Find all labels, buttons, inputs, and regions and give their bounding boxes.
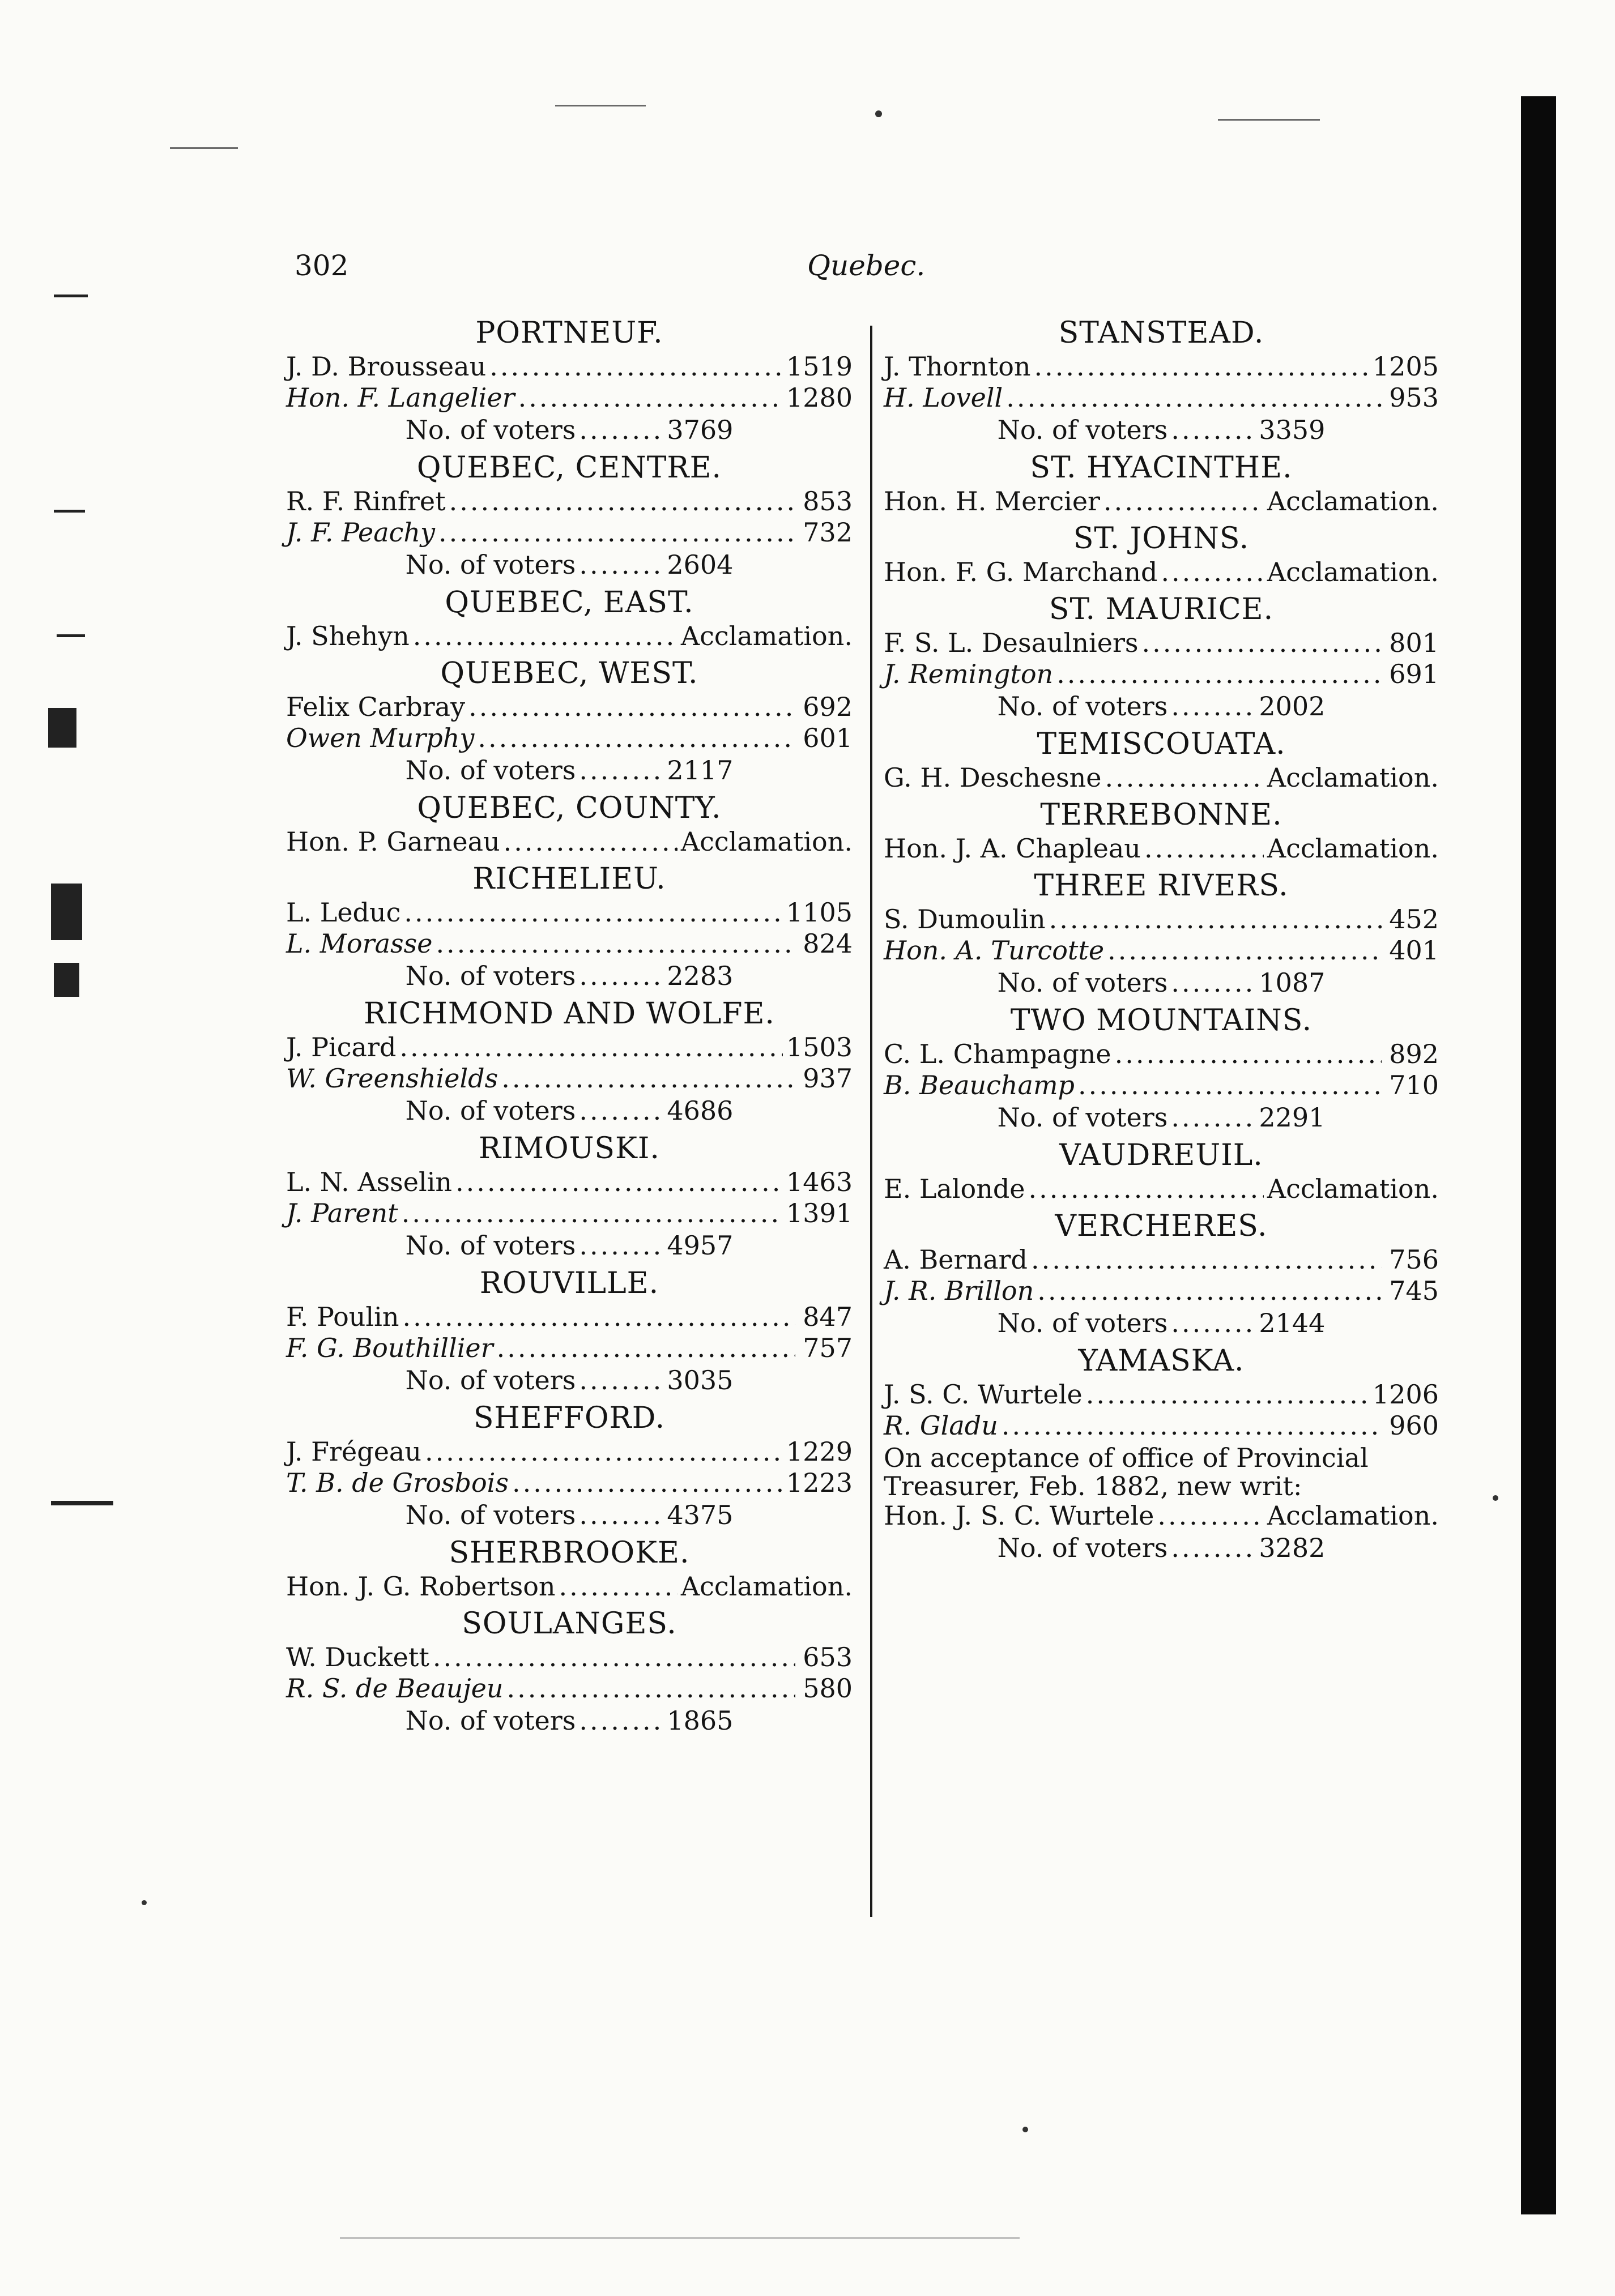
candidate-votes: 937	[803, 1063, 853, 1094]
district-block	[884, 1343, 1439, 1564]
voters-total	[884, 966, 1439, 999]
dot-leader	[436, 928, 795, 959]
dot-leader	[438, 517, 795, 548]
dot-leader	[1078, 1070, 1382, 1101]
district-heading: SHERBROOKE.	[449, 1536, 690, 1570]
candidate-votes: 732	[803, 517, 853, 548]
voters-label: No. of voters	[405, 1230, 576, 1261]
candidate-votes: Acclamation.	[1267, 1500, 1439, 1531]
dot-leader	[506, 1673, 795, 1704]
voters-total	[286, 959, 853, 992]
candidate-votes: 756	[1389, 1244, 1439, 1275]
candidate-row	[286, 723, 853, 754]
voters-count: 2144	[1259, 1308, 1326, 1338]
candidate-votes: 1280	[786, 382, 853, 413]
dot-leader	[402, 1198, 783, 1229]
voters-count: 2283	[667, 961, 734, 991]
candidate-votes: Acclamation.	[1267, 762, 1439, 793]
voters-count: 3282	[1259, 1533, 1326, 1563]
scan-speck	[1493, 1495, 1498, 1501]
dot-leader: ........	[579, 1095, 664, 1126]
scan-scratch	[170, 147, 238, 149]
candidate-votes: Acclamation.	[1267, 833, 1439, 864]
candidate-row	[884, 382, 1439, 413]
candidate-row	[286, 1301, 853, 1333]
voters-count: 1865	[667, 1705, 734, 1736]
dot-leader: ........	[1171, 691, 1256, 722]
district-block	[286, 996, 853, 1127]
dot-leader: ........	[579, 549, 664, 580]
candidate-name: J. Parent	[286, 1198, 398, 1228]
district-heading: QUEBEC, CENTRE.	[416, 451, 722, 485]
candidate-votes: 1105	[786, 897, 853, 928]
dot-leader: ........	[579, 1230, 664, 1261]
dot-leader	[1144, 833, 1264, 864]
candidate-name: Hon. J. A. Chapleau	[884, 833, 1141, 864]
scan-scratch	[555, 105, 646, 106]
candidate-name: R. S. de Beaujeu	[286, 1673, 504, 1704]
candidate-votes: Acclamation.	[680, 621, 853, 651]
district-block	[286, 655, 853, 787]
candidate-row	[286, 692, 853, 723]
candidate-votes: 1503	[786, 1032, 853, 1062]
candidate-name: F. G. Bouthillier	[286, 1333, 493, 1363]
district-block	[286, 1265, 853, 1397]
voters-count: 3769	[667, 415, 734, 445]
candidate-row	[286, 1167, 853, 1198]
candidate-votes: 745	[1389, 1275, 1439, 1306]
voters-total	[286, 1229, 853, 1262]
district-block	[286, 790, 853, 857]
candidate-votes: 1223	[786, 1467, 853, 1498]
candidate-votes: 960	[1389, 1410, 1439, 1441]
district-block	[286, 584, 853, 652]
candidate-name: E. Lalonde	[884, 1173, 1025, 1204]
right-column	[884, 311, 1439, 1564]
district-heading: SOULANGES.	[462, 1607, 677, 1641]
candidate-votes: 692	[803, 692, 853, 722]
dot-leader	[1006, 382, 1382, 413]
scan-edge-bar	[1521, 96, 1556, 2214]
candidate-row	[286, 621, 853, 652]
voters-label: No. of voters	[997, 691, 1168, 722]
district-block	[884, 591, 1439, 723]
candidate-name: H. Lovell	[884, 382, 1003, 413]
district-heading: THREE RIVERS.	[1034, 869, 1289, 903]
dot-leader	[1107, 935, 1382, 966]
candidate-row	[286, 1467, 853, 1499]
candidate-votes: 853	[803, 486, 853, 517]
candidate-name: Owen Murphy	[286, 723, 475, 753]
candidate-row	[286, 1198, 853, 1229]
margin-mark	[48, 708, 76, 748]
candidate-votes: 580	[803, 1673, 853, 1704]
candidate-row	[884, 762, 1439, 793]
scan-speck	[875, 110, 882, 117]
district-heading: ST. HYACINTHE.	[1030, 451, 1293, 485]
dot-leader	[399, 1032, 783, 1063]
dot-leader	[489, 351, 783, 382]
candidate-row	[286, 1673, 853, 1704]
candidate-row	[286, 382, 853, 413]
voters-label: No. of voters	[997, 415, 1168, 445]
candidate-row	[884, 557, 1439, 588]
district-heading: STANSTEAD.	[1058, 316, 1264, 350]
district-block	[286, 1400, 853, 1531]
candidate-row	[286, 1333, 853, 1364]
candidate-name: L. Morasse	[286, 928, 433, 959]
district-block	[286, 450, 853, 581]
district-heading: VAUDREUIL.	[1059, 1138, 1263, 1172]
left-column	[286, 311, 853, 1737]
dot-leader: ........	[1171, 415, 1256, 445]
dot-leader	[478, 723, 795, 754]
voters-count: 4375	[667, 1500, 734, 1530]
candidate-votes: 824	[803, 928, 853, 959]
column-divider	[870, 326, 872, 1917]
dot-leader: ........	[1171, 1308, 1256, 1338]
margin-mark	[57, 634, 85, 637]
district-heading: QUEBEC, COUNTY.	[417, 791, 722, 825]
district-block	[884, 868, 1439, 999]
candidate-votes: 1229	[786, 1436, 853, 1467]
voters-total	[286, 1499, 853, 1531]
district-heading: QUEBEC, WEST.	[440, 656, 698, 690]
candidate-name: L. N. Asselin	[286, 1167, 453, 1197]
margin-mark	[54, 510, 85, 513]
candidate-row	[286, 1642, 853, 1673]
candidate-row	[884, 904, 1439, 935]
dot-leader	[1161, 557, 1263, 588]
dot-leader: ........	[579, 1500, 664, 1530]
candidate-row	[884, 1070, 1439, 1101]
district-block	[884, 797, 1439, 864]
district-heading: RICHMOND AND WOLFE.	[364, 997, 775, 1031]
candidate-name: Hon. H. Mercier	[884, 486, 1101, 517]
voters-total	[884, 690, 1439, 723]
dot-leader	[1105, 762, 1264, 793]
dot-leader	[559, 1571, 677, 1602]
candidate-row	[884, 1500, 1439, 1531]
district-block	[286, 1130, 853, 1262]
scan-scratch	[1218, 119, 1320, 121]
candidate-name: R. F. Rinfret	[286, 486, 446, 517]
dot-leader	[425, 1436, 783, 1467]
candidate-row	[884, 1275, 1439, 1307]
district-heading: TERREBONNE.	[1040, 798, 1282, 832]
voters-total	[286, 754, 853, 787]
dot-leader	[1115, 1039, 1382, 1070]
voters-total	[884, 1531, 1439, 1564]
dot-leader	[1049, 904, 1382, 935]
candidate-row	[884, 833, 1439, 864]
voters-total	[286, 1364, 853, 1397]
running-head: Quebec.	[807, 249, 926, 282]
candidate-votes: 953	[1389, 382, 1439, 413]
candidate-row	[286, 928, 853, 959]
candidate-name: R. Gladu	[884, 1410, 998, 1441]
voters-label: No. of voters	[405, 1095, 576, 1126]
voters-total	[884, 413, 1439, 446]
district-heading: ST. MAURICE.	[1049, 592, 1274, 626]
candidate-name: A. Bernard	[884, 1244, 1028, 1275]
dot-leader	[455, 1167, 783, 1198]
dot-leader: ........	[579, 415, 664, 445]
candidate-name: J. D. Brousseau	[286, 351, 487, 382]
candidate-row	[286, 1063, 853, 1094]
district-block	[884, 520, 1439, 588]
dot-leader	[497, 1333, 795, 1364]
dot-leader	[449, 486, 795, 517]
dot-leader: ........	[579, 961, 664, 991]
dot-leader: ........	[579, 1365, 664, 1395]
district-heading: RICHELIEU.	[472, 862, 666, 896]
district-block	[884, 1137, 1439, 1205]
candidate-votes: 847	[803, 1301, 853, 1332]
candidate-name: W. Greenshields	[286, 1063, 498, 1094]
candidate-votes: 401	[1389, 935, 1439, 966]
voters-label: No. of voters	[997, 1308, 1168, 1338]
candidate-votes: 1391	[786, 1198, 853, 1228]
candidate-votes: 801	[1389, 628, 1439, 658]
candidate-name: B. Beauchamp	[884, 1070, 1075, 1100]
margin-mark	[54, 963, 79, 997]
candidate-name: J. Shehyn	[286, 621, 410, 651]
candidate-votes: 1205	[1372, 351, 1439, 382]
candidate-name: S. Dumoulin	[884, 904, 1046, 934]
district-heading: ST. JOHNS.	[1073, 522, 1250, 556]
candidate-row	[884, 1039, 1439, 1070]
candidate-row	[884, 935, 1439, 966]
margin-mark	[54, 295, 88, 297]
candidate-name: J. F. Peachy	[286, 517, 436, 548]
voters-count: 1087	[1259, 967, 1326, 998]
dot-leader: ........	[1171, 1102, 1256, 1133]
voters-count: 2291	[1259, 1102, 1326, 1133]
candidate-votes: 691	[1389, 659, 1439, 689]
candidate-votes: 892	[1389, 1039, 1439, 1069]
candidate-name: W. Duckett	[286, 1642, 429, 1672]
dot-leader	[413, 621, 677, 652]
district-block	[884, 450, 1439, 517]
candidate-name: J. S. C. Wurtele	[884, 1379, 1083, 1410]
candidate-name: J. Frégeau	[286, 1436, 421, 1467]
candidate-votes: Acclamation.	[1267, 1173, 1439, 1204]
dot-leader	[1034, 351, 1369, 382]
district-block	[286, 1606, 853, 1737]
candidate-row	[884, 659, 1439, 690]
candidate-row	[286, 1032, 853, 1063]
page-number: 302	[295, 249, 349, 282]
voters-total	[286, 1094, 853, 1127]
candidate-name: Hon. J. G. Robertson	[286, 1571, 556, 1602]
candidate-row	[884, 628, 1439, 659]
dot-leader: ........	[1171, 967, 1256, 998]
candidate-name: Hon. P. Garneau	[286, 826, 500, 857]
voters-label: No. of voters	[405, 1705, 576, 1736]
candidate-name: Hon. A. Turcotte	[884, 935, 1105, 966]
district-heading: TWO MOUNTAINS.	[1010, 1004, 1313, 1038]
district-heading: ROUVILLE.	[479, 1266, 659, 1300]
dot-leader	[468, 692, 795, 723]
voters-label: No. of voters	[405, 415, 576, 445]
candidate-row	[884, 351, 1439, 382]
voters-count: 2117	[667, 755, 734, 786]
voters-total	[286, 413, 853, 446]
district-heading: VERCHERES.	[1055, 1209, 1268, 1243]
candidate-votes: 653	[803, 1642, 853, 1672]
candidate-row	[884, 1173, 1439, 1205]
dot-leader: ........	[579, 1705, 664, 1736]
candidate-votes: 601	[803, 723, 853, 753]
candidate-votes: 1519	[786, 351, 853, 382]
dot-leader	[1086, 1379, 1369, 1410]
dot-leader: ........	[579, 755, 664, 786]
dot-leader	[433, 1642, 795, 1673]
voters-count: 4957	[667, 1230, 734, 1261]
candidate-name: J. R. Brillon	[884, 1275, 1034, 1306]
candidate-row	[884, 486, 1439, 517]
candidate-votes: 1206	[1372, 1379, 1439, 1410]
dot-leader	[1103, 486, 1264, 517]
voters-label: No. of voters	[997, 967, 1168, 998]
district-block	[286, 861, 853, 992]
candidate-votes: 1463	[786, 1167, 853, 1197]
district-heading: QUEBEC, EAST.	[445, 586, 694, 620]
voters-count: 2604	[667, 549, 734, 580]
dot-leader	[1142, 628, 1382, 659]
candidate-name: G. H. Deschesne	[884, 762, 1102, 793]
dot-leader	[1031, 1244, 1382, 1275]
margin-mark	[51, 1501, 113, 1505]
candidate-name: J. Remington	[884, 659, 1054, 689]
scan-speck	[1022, 2127, 1028, 2132]
voters-count: 3359	[1259, 415, 1326, 445]
district-block	[884, 726, 1439, 793]
dot-leader	[504, 826, 677, 857]
candidate-votes: Acclamation.	[1267, 557, 1439, 587]
dot-leader	[1002, 1410, 1382, 1441]
dot-leader	[501, 1063, 795, 1094]
voters-label: No. of voters	[405, 549, 576, 580]
candidate-row	[286, 1436, 853, 1467]
candidate-name: Hon. F. G. Marchand	[884, 557, 1158, 587]
candidate-name: T. B. de Grosbois	[286, 1467, 509, 1498]
candidate-row	[286, 826, 853, 857]
candidate-name: Hon. F. Langelier	[286, 382, 515, 413]
candidate-name: F. Poulin	[286, 1301, 399, 1332]
margin-mark	[51, 884, 82, 940]
candidate-name: J. Thornton	[884, 351, 1031, 382]
district-block	[884, 315, 1439, 446]
district-heading: TEMISCOUATA.	[1037, 727, 1286, 761]
voters-label: No. of voters	[997, 1533, 1168, 1563]
district-heading: RIMOUSKI.	[479, 1132, 660, 1166]
voters-label: No. of voters	[997, 1102, 1168, 1133]
candidate-row	[286, 517, 853, 548]
candidate-votes: Acclamation.	[1267, 486, 1439, 517]
district-block	[884, 1002, 1439, 1134]
dot-leader	[1037, 1275, 1382, 1307]
election-note: On acceptance of office of Provincial Treasurer, Feb. 1882, new writ:	[884, 1443, 1369, 1501]
voters-total	[286, 1704, 853, 1737]
candidate-row	[286, 351, 853, 382]
district-block	[286, 1535, 853, 1602]
dot-leader	[518, 382, 783, 413]
candidate-votes: 452	[1389, 904, 1439, 934]
dot-leader	[404, 897, 783, 928]
dot-leader: ........	[1171, 1533, 1256, 1563]
voters-label: No. of voters	[405, 1365, 576, 1395]
voters-total	[884, 1307, 1439, 1339]
district-heading: YAMASKA.	[1078, 1344, 1245, 1378]
district-heading: PORTNEUF.	[475, 316, 663, 350]
voters-label: No. of voters	[405, 961, 576, 991]
voters-count: 2002	[1259, 691, 1326, 722]
candidate-votes: Acclamation.	[680, 1571, 853, 1602]
candidate-name: Hon. J. S. C. Wurtele	[884, 1500, 1154, 1531]
voters-label: No. of voters	[405, 1500, 576, 1530]
candidate-votes: 757	[803, 1333, 853, 1363]
candidate-name: C. L. Champagne	[884, 1039, 1111, 1069]
candidate-name: F. S. L. Desaulniers	[884, 628, 1139, 658]
voters-label: No. of voters	[405, 755, 576, 786]
candidate-row	[286, 486, 853, 517]
dot-leader	[402, 1301, 795, 1333]
candidate-row	[286, 1571, 853, 1602]
voters-total	[286, 548, 853, 581]
candidate-row	[884, 1379, 1439, 1410]
candidate-name: L. Leduc	[286, 897, 401, 928]
scan-scratch	[340, 2237, 1020, 2239]
candidate-name: Felix Carbray	[286, 692, 466, 722]
candidate-row	[884, 1410, 1439, 1441]
dot-leader	[1157, 1500, 1264, 1531]
district-heading: SHEFFORD.	[473, 1401, 666, 1435]
voters-count: 3035	[667, 1365, 734, 1395]
voters-count: 4686	[667, 1095, 734, 1126]
dot-leader	[1056, 659, 1382, 690]
candidate-votes: 710	[1389, 1070, 1439, 1100]
dot-leader	[512, 1467, 783, 1499]
district-block	[286, 315, 853, 446]
candidate-row	[286, 897, 853, 928]
dot-leader	[1029, 1173, 1264, 1205]
district-block	[884, 1208, 1439, 1339]
scan-speck	[142, 1900, 147, 1905]
voters-total	[884, 1101, 1439, 1134]
candidate-name: J. Picard	[286, 1032, 397, 1062]
candidate-votes: Acclamation.	[680, 826, 853, 857]
candidate-row	[884, 1244, 1439, 1275]
